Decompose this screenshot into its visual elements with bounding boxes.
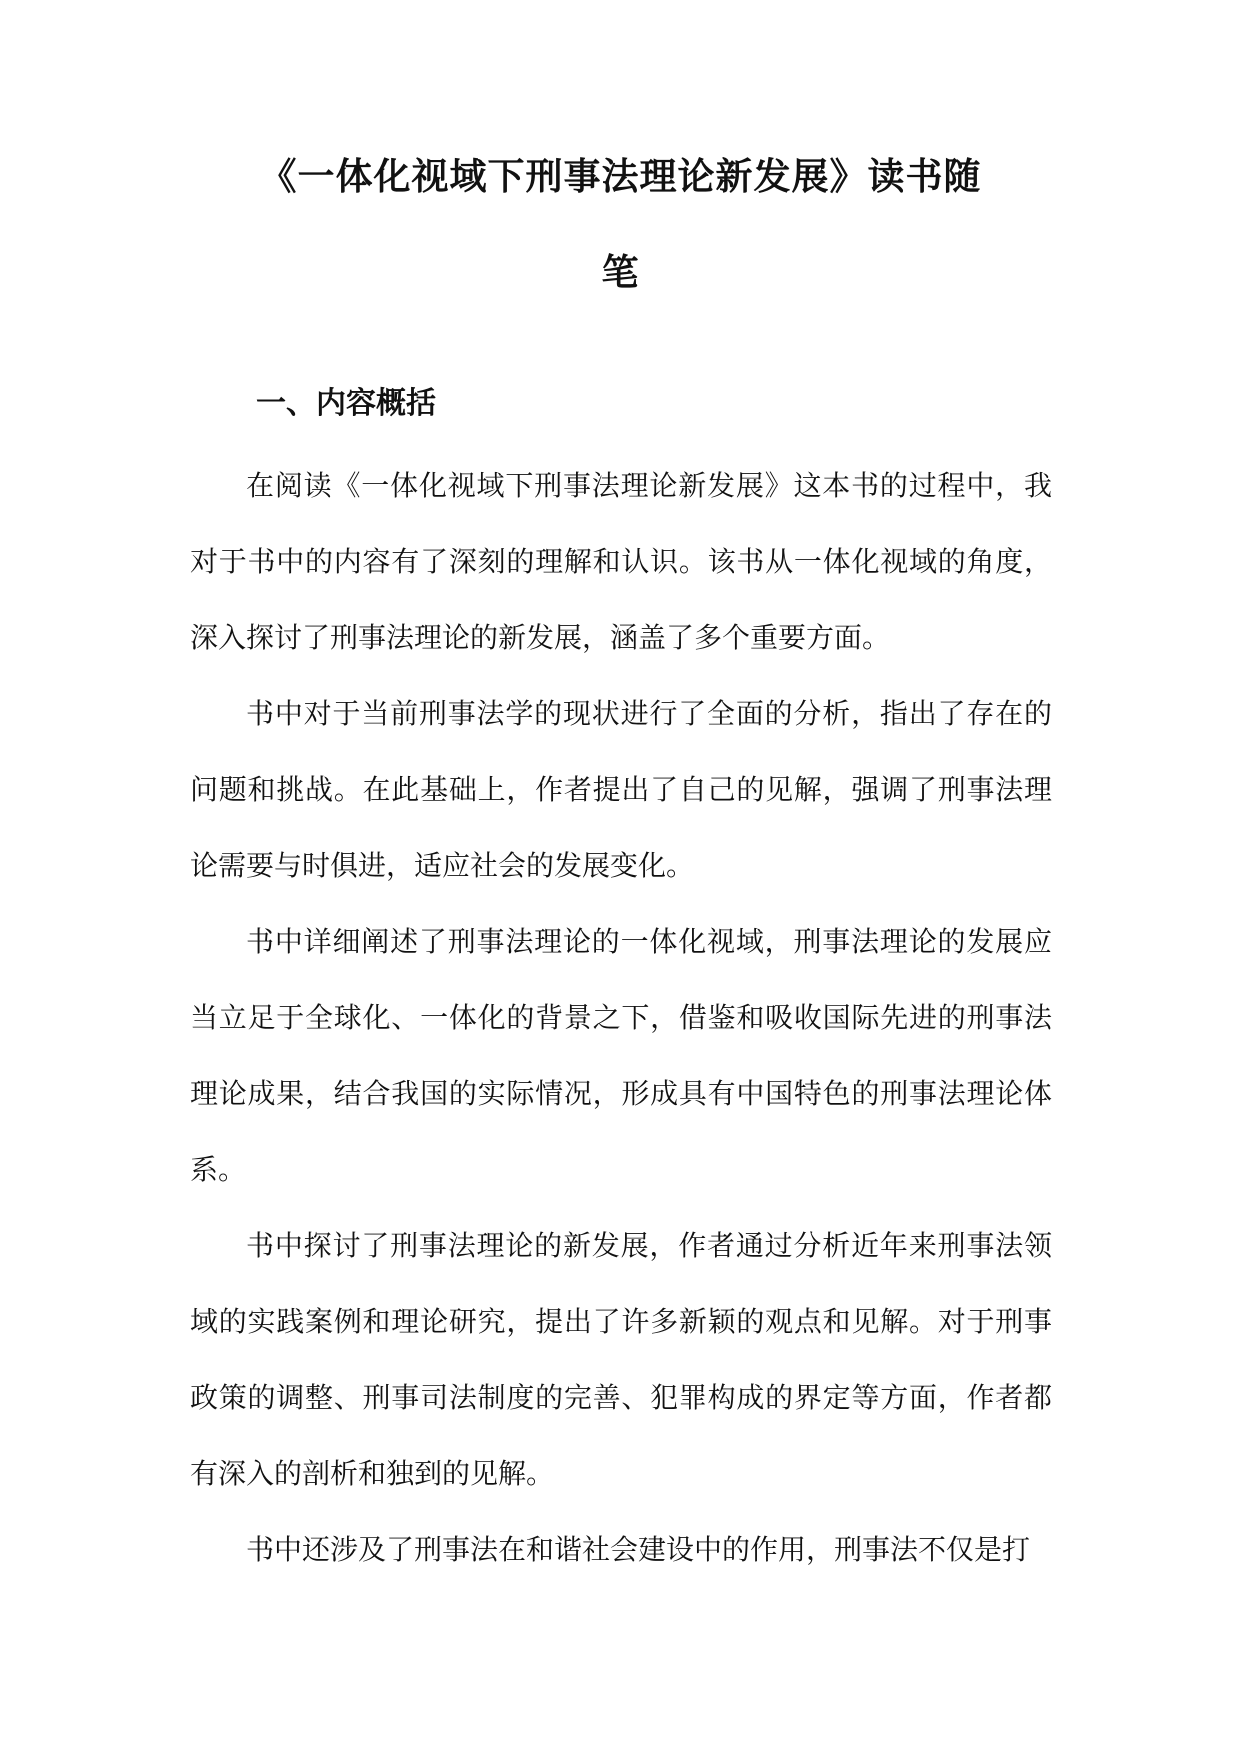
document-title-line-1: 《一体化视域下刑事法理论新发展》读书随 — [259, 155, 982, 198]
section-heading: 一、内容概括 — [256, 386, 436, 421]
paragraph: 在阅读《一体化视域下刑事法理论新发展》这本书的过程中，我对于书中的内容有了深刻的理解和认识。该书从一体化视域的角度，深入探讨了刑事法理论的新发展，涵盖了多个重要方面。 — [190, 469, 1052, 654]
document-title-line-2: 笔 — [601, 251, 640, 294]
paragraph: 书中对于当前刑事法学的现状进行了全面的分析，指出了存在的问题和挑战。在此基础上，作者提出了自己的见解，强调了刑事法理论需要与时俱进，适应社会的发展变化。 — [190, 697, 1052, 882]
paragraph: 书中详细阐述了刑事法理论的一体化视域，刑事法理论的发展应当立足于全球化、一体化的背景之下，借鉴和吸收国际先进的刑事法理论成果，结合我国的实际情况，形成具有中国特色的刑事法理论体系。 — [190, 925, 1052, 1186]
paragraph: 书中探讨了刑事法理论的新发展，作者通过分析近年来刑事法领域的实践案例和理论研究，提出了许多新颖的观点和见解。对于刑事政策的调整、刑事司法制度的完善、犯罪构成的界定等方面，作者都有深入的剖析和独到的见解。 — [190, 1229, 1052, 1490]
paragraph: 书中还涉及了刑事法在和谐社会建设中的作用，刑事法不仅是打 — [246, 1533, 1031, 1566]
